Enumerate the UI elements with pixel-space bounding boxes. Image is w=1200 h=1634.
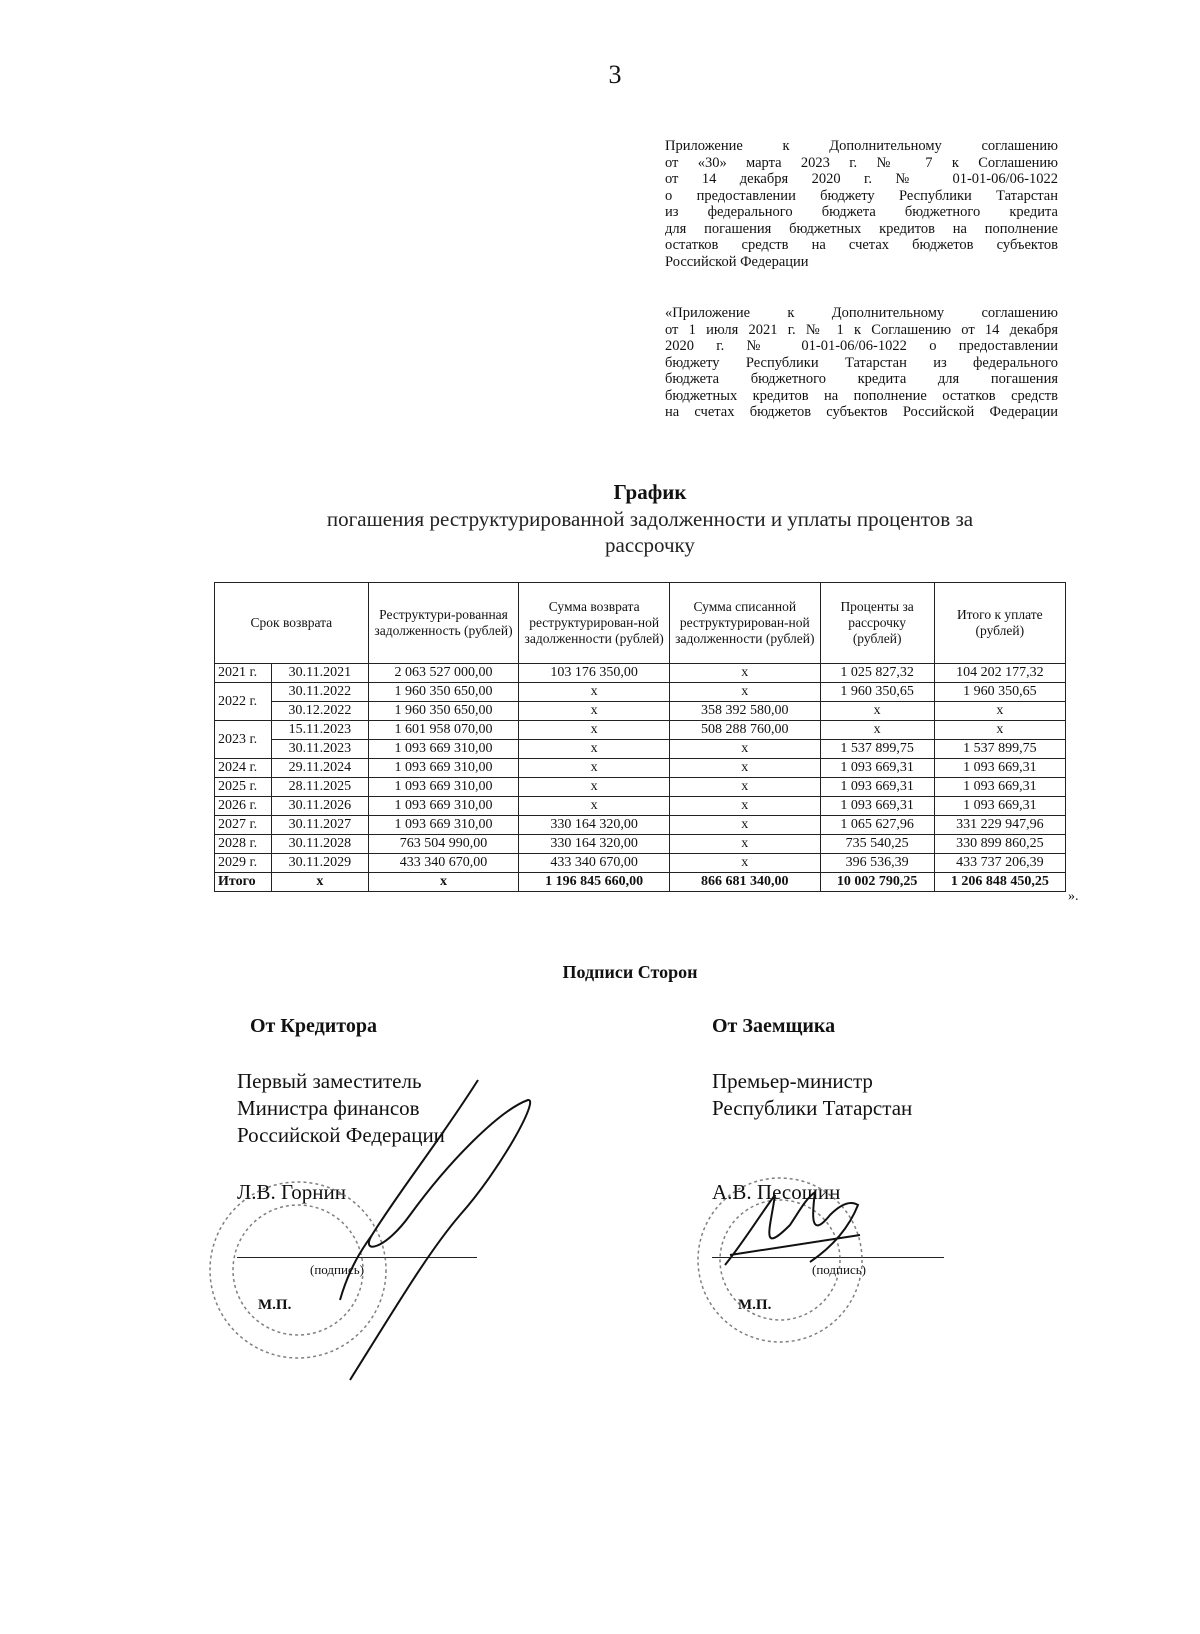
position-line: Республики Татарстан (712, 1096, 913, 1120)
total-due-cell: x (934, 702, 1065, 721)
creditor-name: Л.В. Горнин (237, 1180, 347, 1204)
appendix-line: бюджетных кредитов на пополнение остатков средств (665, 387, 1058, 404)
table-row (215, 721, 1066, 740)
appendix-line: Российской Федерации (665, 253, 809, 270)
year-cell: 2025 г. (215, 778, 272, 797)
restructured-cell: 1 093 669 310,00 (368, 740, 519, 759)
appendix-line: от «30» марта 2023 г. № 7 к Соглашению (665, 154, 1058, 171)
date-cell: 29.11.2024 (272, 759, 369, 778)
table-row (215, 664, 1066, 683)
table-row (215, 854, 1066, 873)
appendix-line: от 14 декабря 2020 г. № 01-01-06/06-1022 (665, 171, 1058, 187)
header-restructured: Реструктури-рованная задолженность (рублей) (368, 583, 519, 664)
creditor-seal-label: М.П. (258, 1297, 292, 1313)
year-cell: 2024 г. (215, 759, 272, 778)
repayment-cell: 330 164 320,00 (519, 816, 670, 835)
position-line: Министра финансов (237, 1096, 420, 1120)
written-off-cell: 358 392 580,00 (669, 702, 820, 721)
table-row (215, 835, 1066, 854)
written-off-cell: x (669, 740, 820, 759)
restructured-cell: 1 093 669 310,00 (368, 778, 519, 797)
appendix-line: для погашения бюджетных кредитов на пополнение (665, 220, 1058, 237)
date-cell: 30.12.2022 (272, 702, 369, 721)
table-row (215, 816, 1066, 835)
interest-cell: 1 093 669,31 (820, 759, 934, 778)
written-off-cell: 866 681 340,00 (669, 873, 820, 892)
closing-quote: ». (1068, 889, 1079, 904)
appendix-line: о предоставлении бюджету Республики Татарстан (665, 187, 1058, 204)
date-cell: 30.11.2028 (272, 835, 369, 854)
written-off-cell: x (669, 664, 820, 683)
year-cell: 2027 г. (215, 816, 272, 835)
header-written-off: Сумма списанной реструктурирован-ной задолженности (рублей) (669, 583, 820, 664)
appendix-line: Приложение к Дополнительному соглашению (665, 138, 1058, 154)
appendix-line: от 1 июля 2021 г. № 1 к Соглашению от 14 декабря (665, 321, 1058, 338)
appendix-line: бюджету Республики Татарстан из федерального (665, 354, 1058, 371)
total-due-cell: 330 899 860,25 (934, 835, 1065, 854)
repayment-cell: x (519, 740, 670, 759)
table-row (215, 759, 1066, 778)
total-due-cell: 1 206 848 450,25 (934, 873, 1065, 892)
date-cell: 30.11.2026 (272, 797, 369, 816)
repayment-schedule-table (214, 582, 1066, 892)
written-off-cell: x (669, 797, 820, 816)
year-cell: 2026 г. (215, 797, 272, 816)
date-cell: 30.11.2022 (272, 683, 369, 702)
written-off-cell: x (669, 683, 820, 702)
repayment-cell: x (519, 778, 670, 797)
date-cell: 15.11.2023 (272, 721, 369, 740)
year-cell: 2021 г. (215, 664, 272, 683)
date-cell: 30.11.2027 (272, 816, 369, 835)
total-label: Итого (215, 873, 272, 892)
header-interest: Проценты за рассрочку (рублей) (820, 583, 934, 664)
borrower-name: А.В. Песошин (712, 1180, 841, 1204)
table-row (215, 683, 1066, 702)
total-due-cell: 1 960 350,65 (934, 683, 1065, 702)
restructured-cell: 1 960 350 650,00 (368, 683, 519, 702)
year-cell: 2029 г. (215, 854, 272, 873)
interest-cell: 1 537 899,75 (820, 740, 934, 759)
total-due-cell: x (934, 721, 1065, 740)
interest-cell: x (820, 721, 934, 740)
written-off-cell: x (669, 816, 820, 835)
position-line: Российской Федерации (237, 1123, 445, 1147)
borrower-position (712, 1068, 912, 1122)
written-off-cell: 508 288 760,00 (669, 721, 820, 740)
interest-cell: 396 536,39 (820, 854, 934, 873)
borrower-heading: От Заемщика (712, 1015, 836, 1037)
interest-cell: 10 002 790,25 (820, 873, 934, 892)
interest-cell: 1 093 669,31 (820, 797, 934, 816)
date-cell: x (272, 873, 369, 892)
repayment-cell: x (519, 702, 670, 721)
restructured-cell: 763 504 990,00 (368, 835, 519, 854)
restructured-cell: 1 960 350 650,00 (368, 702, 519, 721)
date-cell: 30.11.2023 (272, 740, 369, 759)
total-due-cell: 104 202 177,32 (934, 664, 1065, 683)
interest-cell: 1 960 350,65 (820, 683, 934, 702)
restructured-cell: 1 601 958 070,00 (368, 721, 519, 740)
repayment-cell: 1 196 845 660,00 (519, 873, 670, 892)
repayment-cell: 103 176 350,00 (519, 664, 670, 683)
appendix-line: 2020 г. № 01-01-06/06-1022 о предоставлении (665, 338, 1058, 354)
interest-cell: 1 025 827,32 (820, 664, 934, 683)
repayment-cell: x (519, 759, 670, 778)
appendix-line: «Приложение к Дополнительному соглашению (665, 305, 1058, 321)
year-cell: 2028 г. (215, 835, 272, 854)
written-off-cell: x (669, 759, 820, 778)
appendix-line: бюджета бюджетного кредита для погашения (665, 371, 1058, 387)
signatures-heading: Подписи Сторон (562, 962, 698, 982)
total-due-cell: 433 737 206,39 (934, 854, 1065, 873)
appendix-reference-original (665, 305, 1058, 421)
creditor-signature-caption: (подпись) (310, 1262, 364, 1277)
header-repayment: Сумма возврата реструктурирован-ной задолженности (рублей) (519, 583, 670, 664)
repayment-cell: x (519, 683, 670, 702)
interest-cell: 1 065 627,96 (820, 816, 934, 835)
table-row (215, 797, 1066, 816)
table-row (215, 778, 1066, 797)
borrower-seal-label: М.П. (738, 1297, 772, 1313)
restructured-cell: 1 093 669 310,00 (368, 797, 519, 816)
written-off-cell: x (669, 835, 820, 854)
creditor-signature-line (237, 1257, 477, 1258)
document-subtitle: погашения реструктурированной задолженности и уплаты процентов за рассрочку (326, 507, 974, 557)
repayment-cell: 330 164 320,00 (519, 835, 670, 854)
total-due-cell: 1 537 899,75 (934, 740, 1065, 759)
total-due-cell: 1 093 669,31 (934, 797, 1065, 816)
appendix-reference-new (665, 138, 1058, 270)
creditor-position (237, 1068, 445, 1149)
borrower-signature-caption: (подпись) (812, 1262, 866, 1277)
year-cell: 2023 г. (215, 721, 272, 759)
restructured-cell: 2 063 527 000,00 (368, 664, 519, 683)
header-total-due: Итого к уплате (рублей) (934, 583, 1065, 664)
total-due-cell: 1 093 669,31 (934, 759, 1065, 778)
restructured-cell: x (368, 873, 519, 892)
table-row (215, 702, 1066, 721)
written-off-cell: x (669, 854, 820, 873)
date-cell: 30.11.2021 (272, 664, 369, 683)
repayment-cell: x (519, 721, 670, 740)
table-total-row (215, 873, 1066, 892)
document-title: График (613, 480, 687, 504)
appendix-line: остатков средств на счетах бюджетов субъектов (665, 237, 1058, 253)
creditor-heading: От Кредитора (250, 1015, 377, 1037)
written-off-cell: x (669, 778, 820, 797)
appendix-line: на счетах бюджетов субъектов Российской Федерации (665, 404, 1058, 420)
appendix-line: из федерального бюджета бюджетного кредита (665, 204, 1058, 220)
header-term: Срок возврата (215, 583, 369, 664)
position-line: Премьер-министр (712, 1069, 873, 1093)
borrower-signature-line (712, 1257, 944, 1258)
interest-cell: x (820, 702, 934, 721)
restructured-cell: 1 093 669 310,00 (368, 759, 519, 778)
interest-cell: 735 540,25 (820, 835, 934, 854)
repayment-cell: 433 340 670,00 (519, 854, 670, 873)
restructured-cell: 1 093 669 310,00 (368, 816, 519, 835)
interest-cell: 1 093 669,31 (820, 778, 934, 797)
repayment-cell: x (519, 797, 670, 816)
page-number: 3 (608, 60, 622, 89)
table-header-row (215, 583, 1066, 664)
total-due-cell: 331 229 947,96 (934, 816, 1065, 835)
table-row (215, 740, 1066, 759)
position-line: Первый заместитель (237, 1069, 422, 1093)
date-cell: 30.11.2029 (272, 854, 369, 873)
restructured-cell: 433 340 670,00 (368, 854, 519, 873)
year-cell: 2022 г. (215, 683, 272, 721)
date-cell: 28.11.2025 (272, 778, 369, 797)
total-due-cell: 1 093 669,31 (934, 778, 1065, 797)
